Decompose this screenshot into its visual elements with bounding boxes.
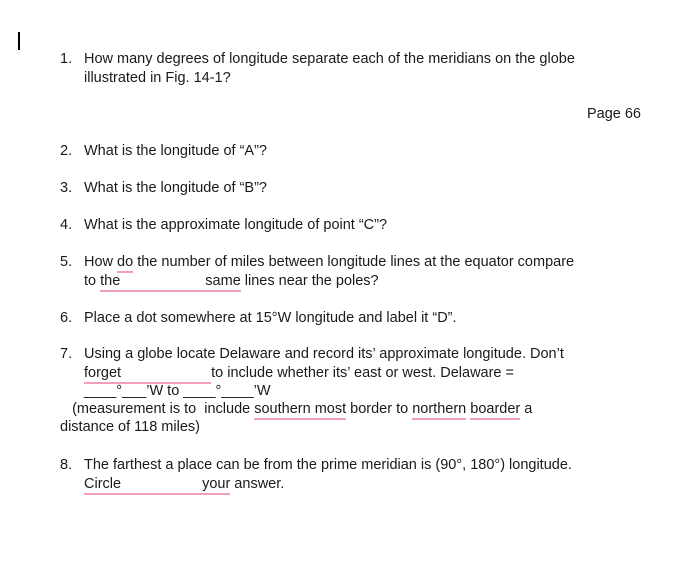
text-run: border to	[346, 401, 413, 417]
question-text	[84, 253, 574, 272]
text-run: your	[202, 476, 231, 492]
text-run: forget	[84, 365, 122, 381]
question-7-note: distance of 118 miles)	[60, 419, 200, 435]
question-number: 4.	[60, 217, 73, 233]
text-run: include whether its’ east or west. Delaware =	[223, 365, 514, 381]
question-text: What is the approximate longitude of point “C”?	[84, 217, 388, 233]
spelling-squiggle: southern most	[254, 401, 346, 420]
question-text	[84, 272, 379, 291]
text-run: the	[100, 273, 121, 289]
question-text: illustrated in Fig. 14-1?	[84, 70, 231, 86]
text-run: Circle	[84, 476, 122, 492]
text-run: (measurement is to include	[60, 401, 255, 417]
text-run: How	[84, 254, 118, 270]
question-text: Place a dot somewhere at 15°W longitude and label it “D”.	[84, 310, 457, 326]
question-number: 6.	[60, 310, 73, 326]
text-run: answer.	[230, 476, 285, 492]
page-label: Page 66	[586, 106, 641, 122]
question-text	[84, 475, 284, 494]
spelling-squiggle	[84, 476, 230, 495]
question-text: Using a globe locate Delaware and record its’ approximate longitude. Don’t	[84, 346, 564, 362]
question-number: 1.	[60, 51, 73, 67]
spelling-squiggle: boarder	[470, 401, 520, 420]
text-run: to	[84, 273, 101, 289]
text-run: the number of miles between longitude lines at the equator compare	[133, 254, 575, 270]
text-run: lines near the poles?	[240, 273, 379, 289]
question-number: 3.	[60, 180, 73, 196]
text-run: a	[520, 401, 533, 417]
question-7-note	[60, 400, 532, 419]
question-number: 5.	[60, 254, 73, 270]
question-text: The farthest a place can be from the prime meridian is (90°, 180°) longitude.	[84, 457, 572, 473]
question-text: What is the longitude of “A”?	[84, 143, 267, 159]
spelling-squiggle: northern	[412, 401, 466, 420]
spelling-squiggle: do	[117, 254, 133, 273]
text-run: same	[205, 273, 241, 289]
question-number: 2.	[60, 143, 73, 159]
answer-blanks: ____°___’W to ____°____’W	[84, 383, 271, 399]
question-text: How many degrees of longitude separate each of the meridians on the globe	[84, 51, 575, 67]
question-text	[84, 364, 514, 383]
spelling-squiggle	[100, 273, 241, 292]
question-number: 7.	[60, 346, 73, 362]
question-text: What is the longitude of “B”?	[84, 180, 267, 196]
question-number: 8.	[60, 457, 73, 473]
text-run: to	[211, 365, 224, 381]
